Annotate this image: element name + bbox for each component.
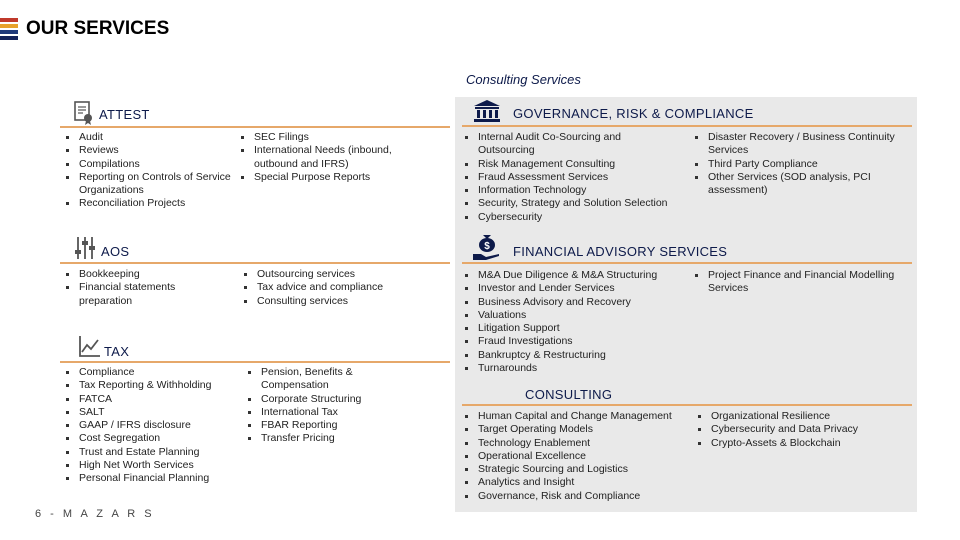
list-item: Litigation Support <box>464 322 684 335</box>
attest-title: ATTEST <box>99 107 150 122</box>
list-item: Corporate Structuring <box>247 393 377 406</box>
list-item: Tax advice and compliance <box>243 281 423 294</box>
list-item: Third Party Compliance <box>694 158 909 171</box>
financial-list-2 <box>694 269 909 296</box>
list-item: Fraud Assessment Services <box>464 171 679 184</box>
page-title: OUR SERVICES <box>26 18 170 39</box>
list-item: Cybersecurity and Data Privacy <box>697 423 907 436</box>
list-item: Operational Excellence <box>464 450 689 463</box>
consulting-list-2 <box>697 410 907 450</box>
list-item: Investor and Lender Services <box>464 282 684 295</box>
list-item: Consulting services <box>243 295 423 308</box>
list-item: Technology Enablement <box>464 437 689 450</box>
logo-stripe-blue <box>0 30 18 34</box>
list-item: FATCA <box>65 393 245 406</box>
list-item: Human Capital and Change Management <box>464 410 689 423</box>
list-item: Governance, Risk and Compliance <box>464 490 689 503</box>
money-bag-hand-icon <box>472 232 502 260</box>
list-item: Financial statements preparation <box>65 281 195 308</box>
bank-icon <box>474 100 500 122</box>
list-item: Analytics and Insight <box>464 476 689 489</box>
governance-divider <box>462 125 912 127</box>
list-item: Special Purpose Reports <box>240 171 410 184</box>
governance-list-1 <box>464 131 679 224</box>
aos-title: AOS <box>101 244 130 259</box>
list-item: Compliance <box>65 366 245 379</box>
footer-page-label: 6 - M A Z A R S <box>35 508 155 520</box>
list-item: Personal Financial Planning <box>65 472 245 485</box>
list-item: Tax Reporting & Withholding <box>65 379 245 392</box>
list-item: Bookkeeping <box>65 268 195 281</box>
list-item: Strategic Sourcing and Logistics <box>464 463 689 476</box>
list-item: Reporting on Controls of Service Organizations <box>65 171 240 198</box>
list-item: SEC Filings <box>240 131 410 144</box>
svg-text:$: $ <box>484 241 490 252</box>
attest-list-2 <box>240 131 410 184</box>
financial-title: FINANCIAL ADVISORY SERVICES <box>513 244 728 259</box>
list-item: Information Technology <box>464 184 679 197</box>
page-subtitle: Consulting Services <box>466 72 581 87</box>
attest-divider <box>60 126 450 128</box>
governance-list-2 <box>694 131 909 197</box>
tax-divider <box>60 361 450 363</box>
logo-stripe-yellow <box>0 24 18 28</box>
list-item: Project Finance and Financial Modelling Services <box>694 269 909 296</box>
list-item: SALT <box>65 406 245 419</box>
list-item: Valuations <box>464 309 684 322</box>
list-item: Audit <box>65 131 240 144</box>
list-item: Cost Segregation <box>65 432 245 445</box>
list-item: Reconciliation Projects <box>65 197 240 210</box>
aos-list-1 <box>65 268 195 308</box>
list-item: High Net Worth Services <box>65 459 245 472</box>
list-item: Organizational Resilience <box>697 410 907 423</box>
list-item: Security, Strategy and Solution Selection <box>464 197 679 210</box>
list-item: Cybersecurity <box>464 211 679 224</box>
aos-list-2 <box>243 268 423 308</box>
list-item: GAAP / IFRS disclosure <box>65 419 245 432</box>
list-item: Other Services (SOD analysis, PCI assessment) <box>694 171 909 198</box>
certificate-icon <box>74 101 94 125</box>
list-item: Internal Audit Co-Sourcing and Outsourcing <box>464 131 679 158</box>
list-item: International Needs (inbound, outbound and IFRS) <box>240 144 410 171</box>
list-item: FBAR Reporting <box>247 419 377 432</box>
consulting-divider <box>462 404 912 406</box>
list-item: Transfer Pricing <box>247 432 377 445</box>
list-item: Fraud Investigations <box>464 335 684 348</box>
list-item: M&A Due Diligence & M&A Structuring <box>464 269 684 282</box>
list-item: International Tax <box>247 406 377 419</box>
financial-divider <box>462 262 912 264</box>
tax-list-2 <box>247 366 377 446</box>
list-item: Business Advisory and Recovery <box>464 296 684 309</box>
list-item: Disaster Recovery / Business Continuity Services <box>694 131 909 158</box>
consulting-title: CONSULTING <box>525 387 613 402</box>
governance-title: GOVERNANCE, RISK & COMPLIANCE <box>513 106 754 121</box>
logo-stripe-red <box>0 18 18 22</box>
list-item: Target Operating Models <box>464 423 689 436</box>
list-item: Turnarounds <box>464 362 684 375</box>
tax-list-1 <box>65 366 245 486</box>
list-item: Risk Management Consulting <box>464 158 679 171</box>
logo-stripe-navy <box>0 36 18 40</box>
chart-icon <box>79 335 101 357</box>
list-item: Pension, Benefits & Compensation <box>247 366 377 393</box>
list-item: Reviews <box>65 144 240 157</box>
tax-title: TAX <box>104 344 130 359</box>
list-item: Trust and Estate Planning <box>65 446 245 459</box>
list-item: Compilations <box>65 158 240 171</box>
list-item: Crypto-Assets & Blockchain <box>697 437 907 450</box>
list-item: Outsourcing services <box>243 268 423 281</box>
attest-list-1 <box>65 131 240 211</box>
aos-divider <box>60 262 450 264</box>
financial-list-1 <box>464 269 684 375</box>
consulting-list-1 <box>464 410 689 503</box>
list-item: Bankruptcy & Restructuring <box>464 349 684 362</box>
sliders-icon <box>75 236 97 260</box>
